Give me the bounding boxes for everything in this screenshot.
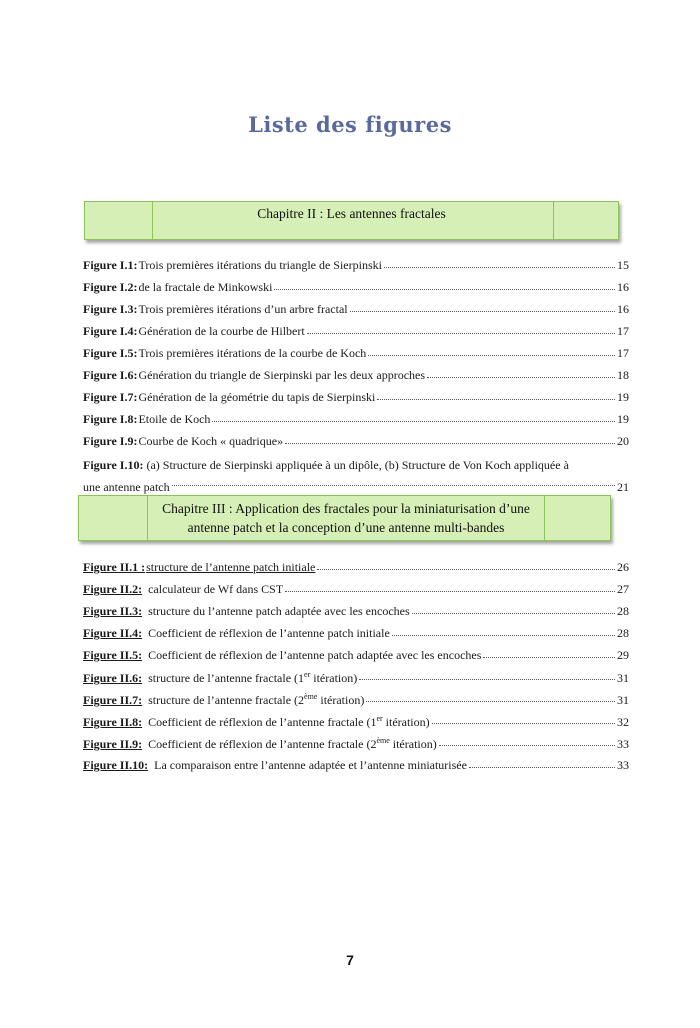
leader-dots [212, 412, 615, 422]
figure-page: 15 [617, 258, 629, 272]
figure-page: 21 [617, 480, 629, 494]
figure-page: 29 [617, 648, 629, 662]
toc-entry[interactable] [83, 560, 629, 578]
figure-page: 33 [617, 758, 629, 772]
figure-caption: Génération de la géométrie du tapis de Sierpinski [138, 390, 376, 404]
figure-caption-line1: (a) Structure de Sierpinski appliquée à un dipôle, (b) Structure de Von Koch appliquée à [146, 458, 569, 472]
figure-label: Figure II.4: [83, 626, 143, 640]
figure-label: Figure I.5: [83, 346, 138, 360]
caption-text: structure de l’antenne fractale (1 [148, 671, 305, 685]
leader-dots [392, 626, 615, 636]
figure-caption [142, 692, 364, 708]
toc-entry[interactable] [83, 324, 629, 342]
figure-label: Figure II.2: [83, 582, 143, 596]
toc-entry[interactable] [83, 670, 629, 688]
figure-page: 28 [617, 626, 629, 640]
caption-after: itération) [382, 715, 430, 729]
figure-caption [142, 670, 357, 686]
caption-sup: er [376, 714, 383, 723]
chapter-3-left-cell [79, 496, 148, 540]
leader-dots [350, 302, 615, 312]
toc-entry[interactable] [83, 604, 629, 622]
toc-entry[interactable] [83, 346, 629, 364]
figure-label: Figure I.9: [83, 434, 138, 448]
figure-label: Figure II.7: [83, 693, 143, 707]
figure-page: 20 [617, 434, 629, 448]
figure-label: Figure II.6: [83, 671, 143, 685]
figure-page: 16 [617, 302, 629, 316]
figure-label: Figure II.8: [83, 715, 143, 729]
leader-dots [377, 390, 615, 400]
caption-text: structure de l’antenne fractale (2 [148, 693, 305, 707]
figure-caption: structure de l’antenne patch initiale [146, 560, 316, 574]
toc-entry[interactable] [83, 714, 629, 732]
figure-caption [142, 736, 437, 752]
figure-page: 19 [617, 412, 629, 426]
caption-sup: ème [376, 736, 390, 745]
figure-page: 31 [617, 671, 629, 685]
leader-dots [469, 758, 615, 768]
toc-entry[interactable] [83, 280, 629, 298]
figure-label: Figure I.4: [83, 324, 138, 338]
toc-entry[interactable] [83, 692, 629, 710]
toc-entry[interactable] [83, 390, 629, 408]
figure-caption: Génération du triangle de Sierpinski par les deux approches [138, 368, 426, 382]
figure-page: 32 [617, 715, 629, 729]
caption-text: Coefficient de réflexion de l’antenne fractale (1 [148, 715, 377, 729]
figure-label: Figure I.3: [83, 302, 138, 316]
caption-text: Coefficient de réflexion de l’antenne fractale (2 [148, 737, 377, 751]
caption-sup: er [304, 670, 311, 679]
toc-entry[interactable] [83, 368, 629, 386]
figure-caption: Génération de la courbe de Hilbert [138, 324, 305, 338]
toc-entry[interactable] [83, 648, 629, 666]
leader-dots [317, 560, 615, 570]
figure-caption: de la fractale de Minkowski [138, 280, 273, 294]
figure-page: 31 [617, 693, 629, 707]
figure-caption: Coefficient de réflexion de l’antenne patch adaptée avec les encoches [148, 648, 482, 662]
chapter-3-title [148, 496, 544, 540]
figure-label: Figure II.5: [83, 648, 143, 662]
caption-sup: ème [304, 692, 318, 701]
figure-page: 27 [617, 582, 629, 596]
toc-entry[interactable] [83, 626, 629, 644]
figure-label: Figure I.8: [83, 412, 138, 426]
leader-dots [307, 324, 615, 334]
chapter-3-title-line2: antenne patch et la conception d’une antenne multi-bandes [187, 520, 505, 535]
figure-caption-line2: une antenne patch [83, 480, 170, 494]
leader-dots [427, 368, 615, 378]
chapter-3-figure-list [83, 560, 629, 780]
toc-entry-wrapped[interactable] [83, 454, 629, 498]
leader-dots [172, 476, 615, 486]
figure-page: 19 [617, 390, 629, 404]
toc-entry[interactable] [83, 258, 629, 276]
leader-dots [285, 582, 615, 592]
toc-entry[interactable] [83, 758, 629, 776]
toc-entry[interactable] [83, 736, 629, 754]
figure-label: Figure I.7: [83, 390, 138, 404]
figure-caption: Etoile de Koch [138, 412, 211, 426]
figure-label: Figure I.1: [83, 258, 138, 272]
leader-dots [274, 280, 615, 290]
figure-page: 16 [617, 280, 629, 294]
caption-after: itération) [389, 737, 437, 751]
leader-dots [366, 692, 615, 702]
leader-dots [285, 434, 615, 444]
page-title: Liste des figures [248, 112, 452, 137]
figure-caption: Trois premières itérations du triangle de Sierpinski [138, 258, 382, 272]
chapter-3-right-cell [544, 496, 610, 540]
figure-label: Figure II.3: [83, 604, 143, 618]
chapter-2-figure-list [83, 258, 629, 498]
figure-page: 18 [617, 368, 629, 382]
leader-dots [412, 604, 615, 614]
figure-label: Figure I.6: [83, 368, 138, 382]
figure-page: 28 [617, 604, 629, 618]
leader-dots [432, 714, 615, 724]
chapter-2-header [84, 201, 619, 240]
caption-after: itération) [310, 671, 358, 685]
figure-caption: Coefficient de réflexion de l’antenne patch initiale [148, 626, 390, 640]
toc-entry[interactable] [83, 412, 629, 430]
chapter-3-header [78, 495, 611, 541]
figure-label: Figure II.9: [83, 737, 143, 751]
page-number: 7 [346, 952, 354, 968]
chapter-3-title-line1: Chapitre III : Application des fractales pour la miniaturisation d’une [162, 501, 530, 516]
chapter-2-title: Chapitre II : Les antennes fractales [257, 206, 446, 221]
figure-caption: Courbe de Koch « quadrique» [138, 434, 284, 448]
leader-dots [384, 258, 615, 268]
toc-entry[interactable] [83, 302, 629, 320]
figure-label: Figure I.10: [83, 458, 144, 472]
figure-page: 17 [617, 324, 629, 338]
figure-page: 33 [617, 737, 629, 751]
figure-caption: Trois premières itérations de la courbe de Koch [138, 346, 367, 360]
leader-dots [368, 346, 615, 356]
figure-caption: Trois premières itérations d’un arbre fractal [138, 302, 348, 316]
leader-dots [483, 648, 615, 658]
figure-page: 26 [617, 560, 629, 574]
figure-label: Figure I.2: [83, 280, 138, 294]
chapter-2-left-cell [85, 202, 153, 239]
figure-page: 17 [617, 346, 629, 360]
leader-dots [439, 736, 615, 746]
toc-entry[interactable] [83, 582, 629, 600]
figure-label: Figure II.10: [83, 758, 149, 772]
figure-label: Figure II.1 : [83, 560, 146, 574]
figure-caption [142, 714, 430, 730]
figure-caption: calculateur de Wf dans CST [148, 582, 284, 596]
figure-caption: La comparaison entre l’antenne adaptée et l’antenne miniaturisée [154, 758, 467, 772]
leader-dots [359, 670, 615, 680]
caption-after: itération) [317, 693, 365, 707]
chapter-2-right-cell [553, 202, 618, 239]
figure-caption: structure du l’antenne patch adaptée avec les encoches [148, 604, 410, 618]
toc-entry[interactable] [83, 434, 629, 452]
